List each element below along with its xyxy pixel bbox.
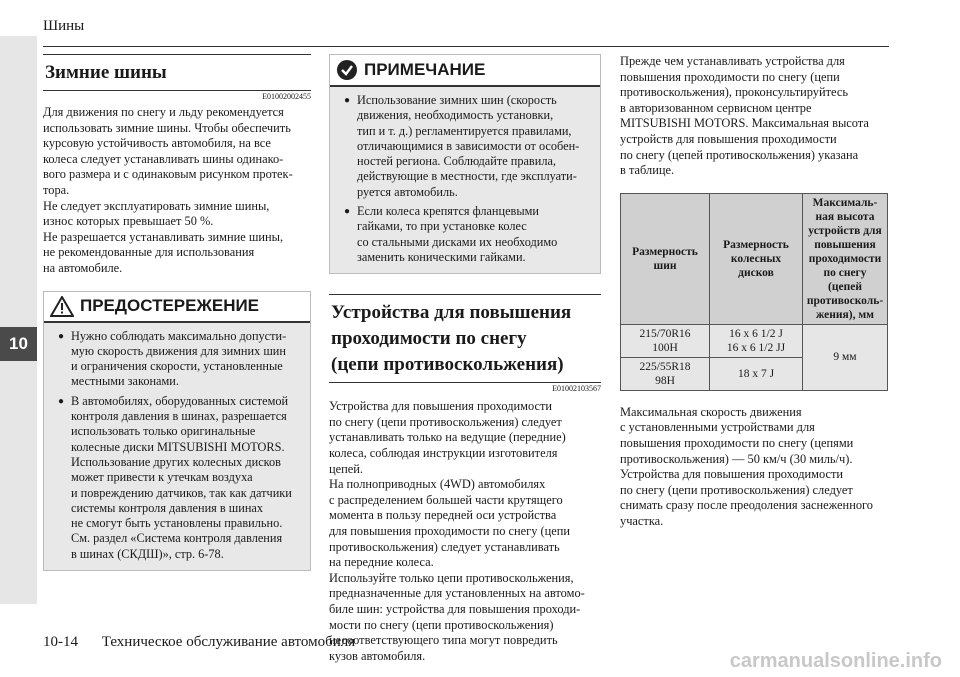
paragraph: Устройства для повышения проходимости по снегу (цепи противоскольжения) следует устанавливать только на ведущие (передние) колеса, соблюдая инструкции изготовителя цепей. (329, 399, 566, 476)
list-item: ● В автомобилях, оборудованных системой контроля давления в шинах, разрешается использовать только оригинальные колесные диски MITSUBISHI MOTORS. Использование других колесных дисков может привести к утечкам воздуха и повреждению датчиков, так как датчики системы контроля давления в шинах не смогут быть установлены правильно. См. раздел «Система контроля давления в шинах (СКДШ)», стр. 6-78. (58, 394, 304, 562)
footer-section: Техническое обслуживание автомобиля (101, 634, 356, 650)
list-item: ● Нужно соблюдать максимально допусти- мую скорость движения для зимних шин и ограничения скорости, установленные местными законами. (58, 329, 304, 390)
wheel-size-cell: 16 x 6 1/2 J 16 x 6 1/2 JJ (710, 324, 803, 357)
note-list (330, 87, 600, 273)
paragraph: Для движения по снегу и льду рекомендуется использовать зимние шины. Чтобы обеспечить курсовую устойчивость автомобиля, на все колеса следует устанавливать шины одинако- вого размера и с одинаковым рисунком протек- тора. (43, 105, 293, 197)
title-line: Устройства для повышения (331, 302, 572, 324)
list-item: ● Использование зимних шин (скорость движения, необходимость установки, тип и т. д.) регламентируется правилами, отличающимися в зависимости от особен- ностей региона. Соблюдайте правила, действующие в местности, где эксплуати- руется автомобиль. (344, 93, 594, 200)
chains-intro (620, 54, 890, 179)
header-tire-size: Размерность шин (621, 193, 710, 324)
warning-title: ПРЕДОСТЕРЕЖЕНИЕ (80, 296, 260, 316)
wheel-size-cell: 18 x 7 J (710, 357, 803, 390)
column-3 (620, 54, 890, 530)
chain-height-table (620, 193, 888, 391)
note-title: ПРИМЕЧАНИЕ (364, 60, 486, 79)
warning-triangle-icon (50, 296, 74, 317)
paragraph: Не следует эксплуатировать зимние шины, износ которых превышает 50 %. (43, 198, 270, 229)
warning-box (43, 291, 311, 571)
table-row (621, 324, 888, 357)
table-header-row (621, 193, 888, 324)
winter-tires-title: Зимние шины (43, 54, 311, 91)
side-bar (0, 36, 37, 604)
tire-size-cell: 215/70R16 100H (621, 324, 710, 357)
max-height-cell: 9 мм (803, 324, 888, 390)
page-title: Шины (43, 18, 85, 34)
header-max-height: Максималь- ная высота устройств для повышения проходимости по снегу (цепей противосколь- жения), мм (803, 193, 888, 324)
paragraph: Не разрешается устанавливать зимние шины, не рекомендованные для использования на автомобиле. (43, 229, 284, 275)
paragraph: Используйте только цепи противоскольжения, предназначенные для установленных на автомо- биле шин: устройства для повышения проходи- мости по снегу (цепи противоскольжения) несоответствующего типа могут повредить кузов автомобиля. (329, 570, 585, 663)
title-line: (цепи противоскольжения) (331, 354, 564, 376)
winter-tires-code: E01002002455 (262, 92, 311, 101)
tire-size-cell: 225/55R18 98H (621, 357, 710, 390)
watermark: carmanualsonline.info (729, 650, 942, 672)
paragraph: На полноприводных (4WD) автомобилях с распределением большей части крутящего момента в пользу передней оси устройства для повышения проходимости по снегу (цепи противоскольжения) следует устанавливать на передние колеса. (329, 477, 571, 570)
title-line: проходимости по снегу (331, 328, 527, 350)
snow-chains-text (329, 399, 601, 664)
chapter-tab: 10 (0, 327, 37, 361)
warning-header (44, 292, 310, 323)
check-icon (336, 59, 358, 81)
chains-outro (620, 405, 890, 530)
header-rule (43, 46, 889, 47)
winter-tires-text (43, 105, 311, 277)
warning-list (44, 323, 310, 570)
list-item: ● Если колеса крепятся фланцевыми гайками, то при установке колес со стальными дисками их необходимо заменить коническими гайками. (344, 204, 594, 265)
header-wheel-size: Размерность колесных дисков (710, 193, 803, 324)
paragraph: Прежде чем устанавливать устройства для повышения проходимости по снегу (цепи противоскольжения), проконсультируйтесь в авторизованном сервисном центре MITSUBISHI MOTORS. Максимальная высота устройств для повышения проходимости по снегу (цепей противоскольжения) указана в таблице. (620, 54, 869, 178)
footer (43, 634, 355, 651)
page-number: 10-14 (43, 634, 78, 650)
column-1 (43, 54, 311, 571)
note-box (329, 54, 601, 274)
snow-chains-code: E01002103567 (552, 384, 601, 394)
snow-chains-title (329, 294, 601, 383)
column-2 (329, 54, 601, 664)
note-header (330, 55, 600, 87)
paragraph: Максимальная скорость движения с установленными устройствами для повышения проходимости по снегу (цепями противоскольжения) — 50 км/ч (30 миль/ч). Устройства для повышения проходимости по снегу (цепи противоскольжения) следует снимать сразу после преодоления заснеженного участка. (620, 404, 873, 528)
